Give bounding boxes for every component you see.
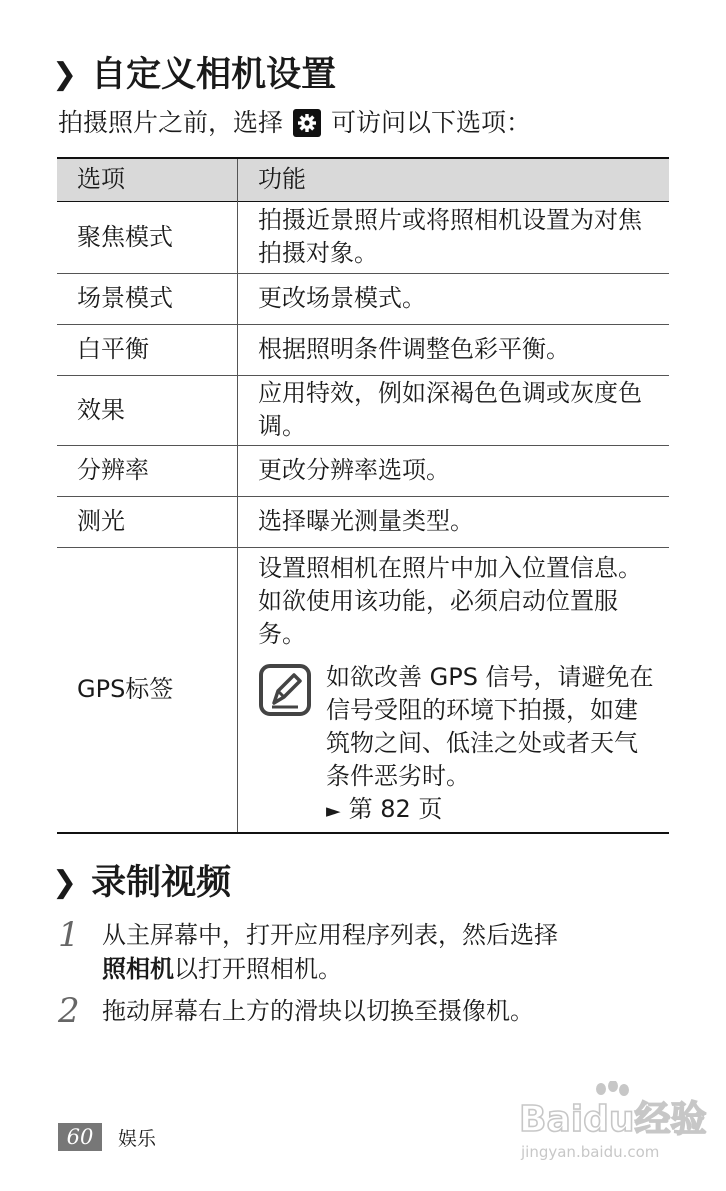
table-row [57,375,669,445]
watermark-url: jingyan.baidu.com [521,1143,660,1161]
watermark-brand: Baidu经验 [519,1099,707,1140]
baidu-watermark [517,1081,707,1171]
note-pencil-icon [258,663,312,717]
function-cell: 应用特效，例如深褐色色调或灰度色调。 [258,379,642,440]
function-cell: 根据照明条件调整色彩平衡。 [258,335,570,363]
triangle-right-icon: ► [326,799,341,822]
table-row [57,324,669,375]
step-number: 2 [58,991,80,1031]
option-cell: 效果 [57,375,238,445]
option-cell: 场景模式 [57,273,238,324]
chevron-right-icon: ❯ [52,864,78,900]
option-cell: 测光 [57,496,238,547]
paw-icon [596,1081,629,1096]
section-title: 自定义相机设置 [91,55,337,95]
intro-text [58,106,531,140]
table-row [57,496,669,547]
table-row [57,201,669,273]
step-number: 1 [58,915,80,955]
intro-before: 拍摄照片之前，选择 [58,108,284,137]
option-cell: 白平衡 [57,324,238,375]
step-text [102,918,662,986]
function-text: 设置照相机在照片中加入位置信息。如欲使用该功能，必须启动位置服务。 [258,553,642,648]
page-reference [326,793,655,828]
step-text-part: 从主屏幕中，打开应用程序列表，然后选择 [102,921,558,949]
page-reference-link: 第 82 页 [348,794,443,823]
section-title: 录制视频 [91,863,232,903]
section-heading-record-video [52,863,232,903]
table-header-row [57,158,669,201]
section-heading-camera-settings [52,55,337,95]
note-body: 如欲改善 GPS 信号，请避免在信号受阻的环境下拍摄，如建筑物之间、低洼之处或者天气条件恶劣时。 [326,662,654,790]
option-cell: GPS标签 [57,547,238,833]
footer-section-name: 娱乐 [118,1127,157,1150]
step-1 [58,915,662,986]
table-row [57,445,669,496]
function-cell: 更改场景模式。 [258,284,426,312]
table-row [57,547,669,833]
table-row [57,273,669,324]
intro-after: 可访问以下选项： [331,108,532,137]
options-table [57,157,669,834]
function-cell: 选择曝光测量类型。 [258,507,474,535]
step-bold-term: 照相机 [102,955,174,983]
function-cell [238,547,670,833]
step-2 [58,991,662,1031]
page-footer [58,1123,156,1151]
function-cell: 更改分辨率选项。 [258,456,450,484]
page-number: 60 [58,1123,102,1151]
option-cell: 聚焦模式 [57,201,238,273]
function-cell: 拍摄近景照片或将照相机设置为对焦拍摄对象。 [258,206,642,267]
header-function: 功能 [258,165,306,194]
note-block [258,661,655,828]
header-option: 选项 [57,158,238,201]
step-text: 拖动屏幕右上方的滑块以切换至摄像机。 [102,997,534,1025]
note-text [326,661,655,828]
chevron-right-icon: ❯ [52,56,78,92]
step-text-part: 以打开照相机。 [174,955,342,983]
option-cell: 分辨率 [57,445,238,496]
gear-icon [293,109,321,137]
